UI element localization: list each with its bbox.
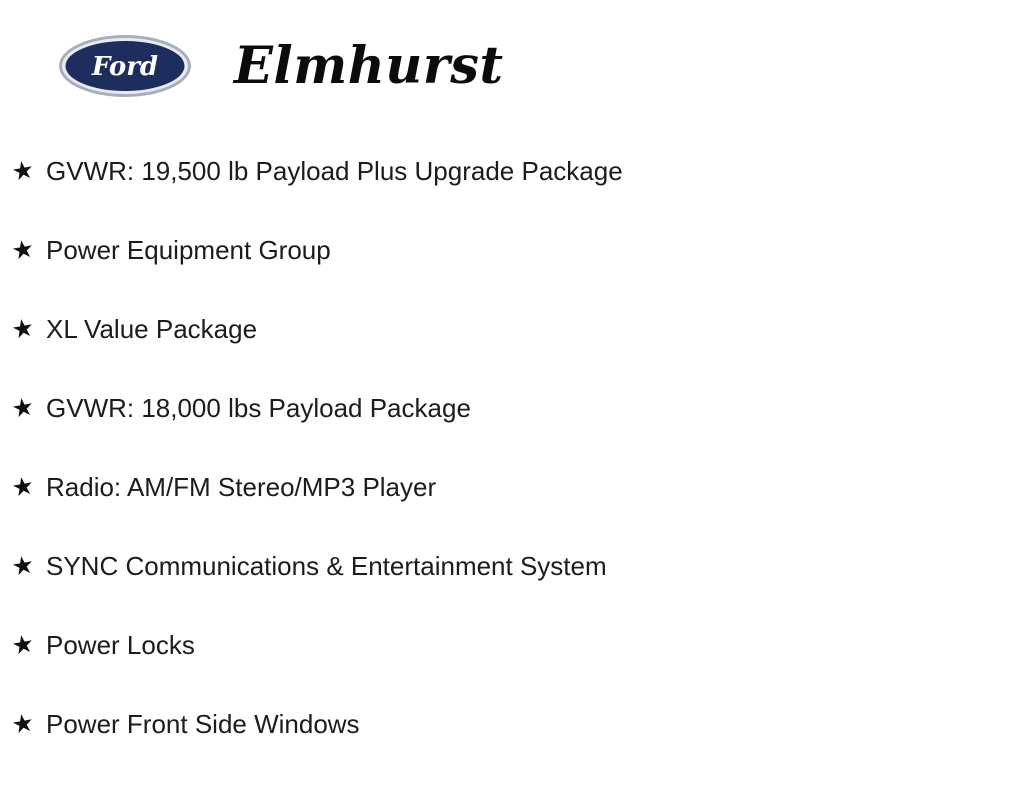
- feature-list-item: [9, 155, 623, 187]
- star-icon: ★: [9, 471, 37, 503]
- star-icon: ★: [9, 234, 37, 266]
- dealership-name: Elmhurst: [234, 36, 504, 96]
- feature-text: Power Front Side Windows: [46, 709, 360, 739]
- feature-text: GVWR: 18,000 lbs Payload Package: [46, 393, 471, 423]
- feature-list-item: [9, 550, 623, 582]
- feature-text: Power Locks: [46, 630, 195, 660]
- feature-text: GVWR: 19,500 lb Payload Plus Upgrade Package: [46, 156, 623, 186]
- star-icon: ★: [9, 392, 37, 424]
- feature-list-item: [9, 629, 623, 661]
- vehicle-feature-list: [9, 155, 623, 790]
- feature-list-item: [9, 234, 623, 266]
- star-icon: ★: [9, 155, 37, 187]
- ford-wordmark: Ford: [91, 52, 159, 82]
- dealership-header: [58, 34, 504, 98]
- feature-text: SYNC Communications & Entertainment System: [46, 551, 607, 581]
- star-icon: ★: [9, 708, 37, 740]
- star-icon: ★: [9, 629, 37, 661]
- star-icon: ★: [9, 313, 37, 345]
- star-icon: ★: [9, 550, 37, 582]
- feature-list-item: [9, 708, 623, 740]
- feature-text: XL Value Package: [46, 314, 258, 344]
- feature-text: Power Equipment Group: [46, 235, 331, 265]
- feature-list-item: [9, 392, 623, 424]
- ford-logo-icon: [58, 34, 192, 98]
- feature-text: Radio: AM/FM Stereo/MP3 Player: [46, 472, 437, 502]
- feature-list-item: [9, 313, 623, 345]
- feature-list-item: [9, 471, 623, 503]
